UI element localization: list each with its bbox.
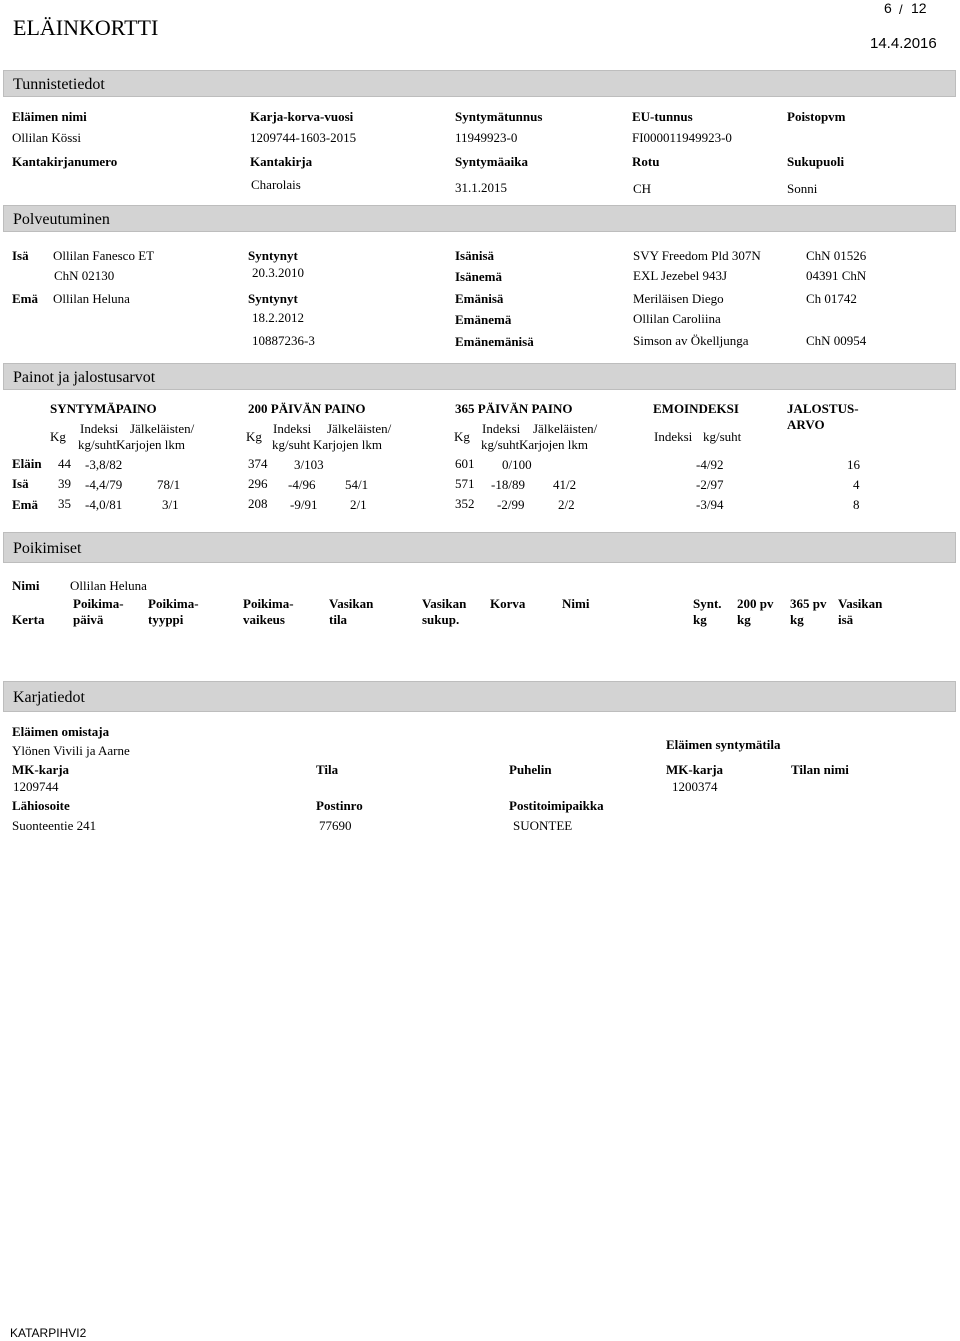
value-kantakirja: Charolais bbox=[251, 177, 301, 192]
header-vasikan-sukup: Vasikan bbox=[422, 596, 467, 611]
label-elaimen-omistaja: Eläimen omistaja bbox=[12, 724, 110, 739]
value-isa-born: 20.3.2010 bbox=[252, 265, 304, 280]
label-isanema: Isänemä bbox=[455, 269, 502, 284]
label-syntymaaika: Syntymäaika bbox=[455, 154, 528, 169]
subheader-indeksi: Indeksi bbox=[482, 421, 521, 436]
subheader-kg: Kg bbox=[246, 429, 262, 444]
label-kerta: Kerta bbox=[12, 612, 45, 627]
group-200-paivan-paino: 200 PÄIVÄN PAINO bbox=[248, 401, 366, 416]
header-poikimatyyppi: Poikima- bbox=[148, 596, 199, 611]
value-nimi: Ollilan Heluna bbox=[70, 578, 147, 593]
value-emanisa-id: Ch 01742 bbox=[806, 291, 857, 306]
header-365pv-kg: 365 pv bbox=[790, 596, 827, 611]
cell-jalkelaiset: 78/1 bbox=[157, 477, 181, 492]
header-poikimapaiva-2: päivä bbox=[73, 612, 104, 627]
group-jalostusarvo-2: ARVO bbox=[787, 417, 825, 432]
subheader-jalkelaisten: Jälkeläisten/ bbox=[327, 421, 392, 436]
cell-jalostusarvo: 4 bbox=[853, 477, 860, 492]
value-isanema: EXL Jezebel 943J bbox=[633, 268, 728, 283]
cell-jalostusarvo: 16 bbox=[847, 457, 860, 472]
section-bar-poikimiset bbox=[3, 532, 956, 563]
cell-emoindeksi: -2/97 bbox=[696, 477, 724, 492]
label-emanema: Emänemä bbox=[455, 312, 512, 327]
group-syntymapaino: SYNTYMÄPAINO bbox=[50, 401, 157, 416]
header-vasikan-sukup-2: sukup. bbox=[422, 612, 460, 627]
value-isanisa-id: ChN 01526 bbox=[806, 248, 867, 263]
group-365-paivan-paino: 365 PÄIVÄN PAINO bbox=[455, 401, 573, 416]
value-ema-id: 10887236-3 bbox=[252, 333, 315, 348]
group-emoindeksi: EMOINDEKSI bbox=[653, 401, 739, 416]
cell-indeksi: -3,8/82 bbox=[85, 457, 123, 472]
value-rotu: CH bbox=[633, 181, 652, 196]
label-rotu: Rotu bbox=[632, 154, 660, 169]
header-365pv-kg-2: kg bbox=[790, 612, 804, 627]
header-poikimavaikeus-2: vaikeus bbox=[243, 612, 285, 627]
cell-indeksi-200: 3/103 bbox=[294, 457, 324, 472]
subheader-karjojen-lkm: Karjojen lkm bbox=[116, 437, 185, 452]
subheader-kgsuht: kg/suht bbox=[703, 429, 742, 444]
label-syntymatunnus: Syntymätunnus bbox=[455, 109, 543, 124]
subheader-kgsuht: kg/suht bbox=[78, 437, 117, 452]
label-emanemanisa: Emänemänisä bbox=[455, 334, 534, 349]
value-elaimen-omistaja: Ylönen Vivili ja Aarne bbox=[12, 743, 130, 758]
header-synt-kg-2: kg bbox=[693, 612, 707, 627]
cell-kg-200: 208 bbox=[248, 496, 268, 511]
value-karja-korva-vuosi: 1209744-1603-2015 bbox=[250, 130, 357, 145]
value-isa-name: Ollilan Fanesco ET bbox=[53, 248, 155, 263]
cell-emoindeksi: -3/94 bbox=[696, 497, 724, 512]
group-jalostusarvo: JALOSTUS- bbox=[787, 401, 859, 416]
value-postinro: 77690 bbox=[319, 818, 352, 833]
subheader-indeksi: Indeksi bbox=[654, 429, 693, 444]
value-syntymaaika: 31.1.2015 bbox=[455, 180, 507, 195]
cell-kg: 39 bbox=[58, 476, 71, 491]
label-mk-karja: MK-karja bbox=[12, 762, 70, 777]
value-mk-karja-2: 1200374 bbox=[672, 779, 718, 794]
section-bar-painot bbox=[3, 363, 956, 390]
row-label-elain: Eläin bbox=[12, 456, 42, 471]
cell-indeksi: -4,4/79 bbox=[85, 477, 123, 492]
row-label-ema: Emä bbox=[12, 497, 38, 512]
cell-kg-200: 374 bbox=[248, 456, 268, 471]
cell-kg: 44 bbox=[58, 456, 71, 471]
section-title: Karjatiedot bbox=[13, 689, 85, 706]
header-vasikan-isa-2: isä bbox=[838, 612, 854, 627]
label-isa: Isä bbox=[12, 248, 29, 263]
label-mk-karja-2: MK-karja bbox=[666, 762, 724, 777]
header-korva: Korva bbox=[490, 596, 526, 611]
label-sukupuoli: Sukupuoli bbox=[787, 154, 845, 169]
header-poikimapaiva: Poikima- bbox=[73, 596, 124, 611]
label-tilan-nimi: Tilan nimi bbox=[791, 762, 849, 777]
print-date: 14.4.2016 bbox=[870, 35, 937, 52]
cell-indeksi-200: -4/96 bbox=[288, 477, 316, 492]
row-label-isa: Isä bbox=[12, 476, 29, 491]
document-title: ELÄINKORTTI bbox=[13, 15, 159, 40]
header-200pv-kg: 200 pv bbox=[737, 596, 774, 611]
value-ema-born: 18.2.2012 bbox=[252, 310, 304, 325]
label-tila: Tila bbox=[316, 762, 339, 777]
subheader-kgsuht: kg/suht bbox=[272, 437, 311, 452]
value-ema-name: Ollilan Heluna bbox=[53, 291, 130, 306]
section-title: Polveutuminen bbox=[13, 211, 110, 228]
header-synt-kg: Synt. bbox=[693, 596, 722, 611]
label-puhelin: Puhelin bbox=[509, 762, 552, 777]
subheader-karjojen-lkm: Karjojen lkm bbox=[313, 437, 382, 452]
cell-kg-365: 352 bbox=[455, 496, 475, 511]
label-isa-syntynyt: Syntynyt bbox=[248, 248, 298, 263]
header-poikimatyyppi-2: tyyppi bbox=[148, 612, 184, 627]
cell-jalkelaiset-365: 2/2 bbox=[558, 497, 575, 512]
value-postitoimipaikka: SUONTEE bbox=[513, 818, 573, 833]
cell-jalkelaiset-200: 2/1 bbox=[350, 497, 367, 512]
section-bar-karjatiedot bbox=[3, 681, 956, 712]
page-separator: / bbox=[899, 2, 903, 17]
value-lahiosoite: Suonteentie 241 bbox=[12, 818, 97, 833]
cell-kg-200: 296 bbox=[248, 476, 268, 491]
section-title: Poikimiset bbox=[13, 540, 82, 557]
value-syntymatunnus: 11949923-0 bbox=[455, 130, 518, 145]
cell-indeksi: -4,0/81 bbox=[85, 497, 123, 512]
header-vasikan-tila-2: tila bbox=[329, 612, 348, 627]
label-emanisa: Emänisä bbox=[455, 291, 504, 306]
label-kantakirja: Kantakirja bbox=[250, 154, 313, 169]
page-current: 6 bbox=[884, 0, 892, 16]
subheader-jalkelaisten: Jälkeläisten/ bbox=[130, 421, 195, 436]
label-elaimen-syntymatila: Eläimen syntymätila bbox=[666, 737, 781, 752]
cell-indeksi-200: -9/91 bbox=[290, 497, 318, 512]
label-ema: Emä bbox=[12, 291, 38, 306]
page-total: 12 bbox=[911, 0, 927, 16]
value-emanisa: Meriläisen Diego bbox=[633, 291, 724, 306]
value-sukupuoli: Sonni bbox=[787, 181, 818, 196]
cell-indeksi-365: 0/100 bbox=[502, 457, 532, 472]
cell-emoindeksi: -4/92 bbox=[696, 457, 724, 472]
value-isanisa: SVY Freedom Pld 307N bbox=[633, 248, 761, 263]
cell-kg-365: 601 bbox=[455, 456, 475, 471]
value-emanema: Ollilan Caroliina bbox=[633, 311, 721, 326]
label-ema-syntynyt: Syntynyt bbox=[248, 291, 298, 306]
value-isanema-id: 04391 ChN bbox=[806, 268, 867, 283]
subheader-indeksi: Indeksi bbox=[273, 421, 312, 436]
subheader-jalkelaisten: Jälkeläisten/ bbox=[533, 421, 598, 436]
value-emanemanisa-id: ChN 00954 bbox=[806, 333, 867, 348]
subheader-indeksi: Indeksi bbox=[80, 421, 119, 436]
value-isa-id: ChN 02130 bbox=[54, 268, 115, 283]
section-bar-tunnistetiedot bbox=[3, 70, 956, 97]
cell-jalkelaiset-365: 41/2 bbox=[553, 477, 577, 492]
section-title: Tunnistetiedot bbox=[13, 76, 105, 93]
cell-indeksi-365: -18/89 bbox=[491, 477, 525, 492]
header-200pv-kg-2: kg bbox=[737, 612, 751, 627]
label-postinro: Postinro bbox=[316, 798, 363, 813]
label-lahiosoite: Lähiosoite bbox=[12, 798, 70, 813]
label-karja-korva-vuosi: Karja-korva-vuosi bbox=[250, 109, 354, 124]
label-isanisa: Isänisä bbox=[455, 248, 495, 263]
subheader-kg: Kg bbox=[50, 429, 66, 444]
label-nimi: Nimi bbox=[12, 578, 40, 593]
label-eu-tunnus: EU-tunnus bbox=[632, 109, 693, 124]
cell-kg: 35 bbox=[58, 496, 71, 511]
cell-jalkelaiset-200: 54/1 bbox=[345, 477, 369, 492]
label-postitoimipaikka: Postitoimipaikka bbox=[509, 798, 604, 813]
section-bar-polveutuminen bbox=[3, 205, 956, 232]
subheader-kgsuht: kg/suht bbox=[481, 437, 520, 452]
value-mk-karja: 1209744 bbox=[13, 779, 59, 794]
header-vasikan-tila: Vasikan bbox=[329, 596, 374, 611]
value-elaimen-nimi: Ollilan Kössi bbox=[12, 130, 81, 145]
section-title: Painot ja jalostusarvot bbox=[13, 369, 156, 386]
header-nimi: Nimi bbox=[562, 596, 590, 611]
footer-code: KATARPIHVI2 bbox=[10, 1326, 87, 1340]
label-elaimen-nimi: Eläimen nimi bbox=[12, 109, 87, 124]
subheader-kg: Kg bbox=[454, 429, 470, 444]
value-emanemanisa: Simson av Ökelljunga bbox=[633, 333, 749, 348]
cell-jalkelaiset: 3/1 bbox=[162, 497, 179, 512]
value-eu-tunnus: FI000011949923-0 bbox=[632, 130, 732, 145]
header-poikimavaikeus: Poikima- bbox=[243, 596, 294, 611]
header-vasikan-isa: Vasikan bbox=[838, 596, 883, 611]
cell-jalostusarvo: 8 bbox=[853, 497, 860, 512]
cell-kg-365: 571 bbox=[455, 476, 475, 491]
label-kantakirjanumero: Kantakirjanumero bbox=[12, 154, 118, 169]
label-poistopvm: Poistopvm bbox=[787, 109, 846, 124]
cell-indeksi-365: -2/99 bbox=[497, 497, 525, 512]
subheader-karjojen-lkm: Karjojen lkm bbox=[519, 437, 588, 452]
